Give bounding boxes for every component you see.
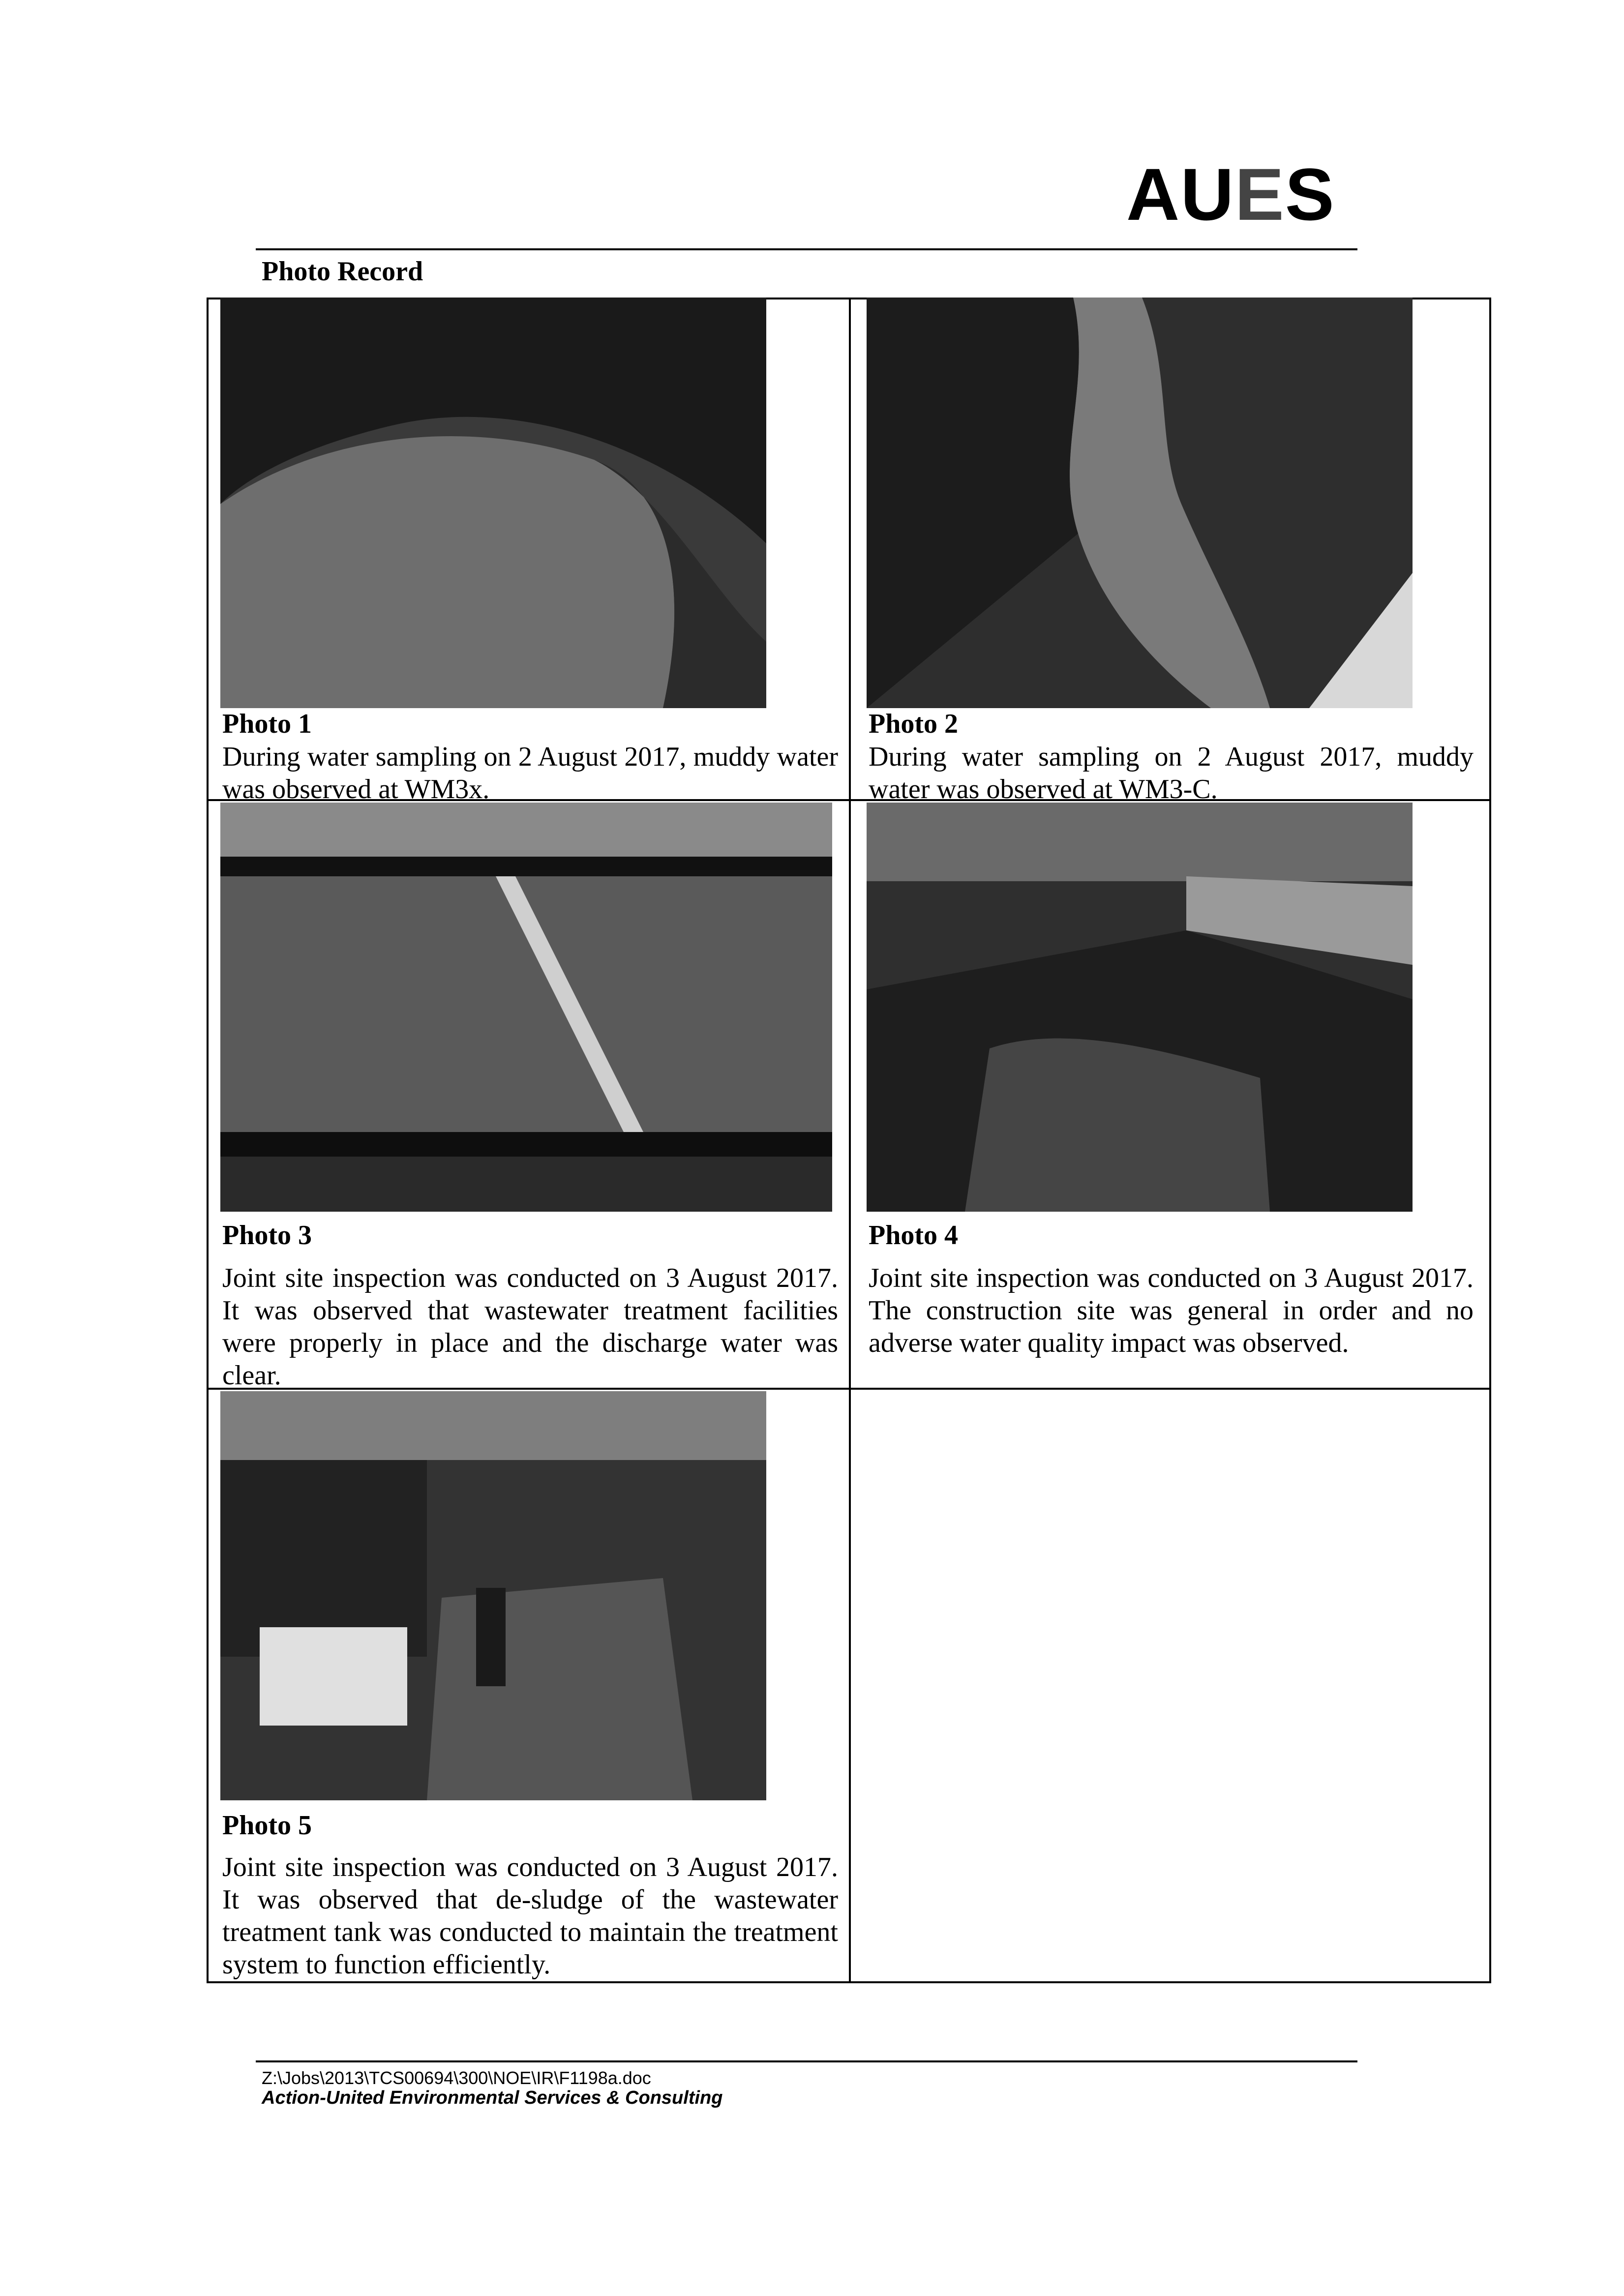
photo-3-image: [220, 803, 832, 1212]
photo-5-caption: Joint site inspection was conducted on 3 August 2017. It was observed that de-sludge of the wastewater treatment tank was conducted to maintain the treatment system to function efficiently.: [222, 1852, 838, 1980]
footer-file-path: Z:\Jobs\2013\TCS00694\300\NOE\IR\F1198a.doc: [262, 2068, 651, 2088]
photo-2-caption: During water sampling on 2 August 2017, muddy water was observed at WM3-C.: [869, 742, 1474, 805]
photo-2-title: Photo 2: [869, 709, 958, 739]
photo-1-caption: During water sampling on 2 August 2017, muddy water was observed at WM3x.: [222, 742, 838, 805]
logo-e: E: [1234, 153, 1285, 236]
logo-s: S: [1285, 153, 1335, 236]
photo-3-caption: Joint site inspection was conducted on 3 August 2017. It was observed that wastewater treatment facilities were properly in place and the discharge water was clear.: [222, 1263, 838, 1391]
photo-1-title: Photo 1: [222, 709, 312, 739]
footer-company-name: Action-United Environmental Services & Consulting: [262, 2087, 723, 2108]
photo-5-title: Photo 5: [222, 1810, 312, 1841]
aues-logo: [1126, 153, 1335, 236]
photo-4-caption: Joint site inspection was conducted on 3 August 2017. The construction site was general in order and no adverse water quality impact was observed.: [869, 1263, 1474, 1358]
photo-4-image: [867, 803, 1413, 1212]
footer-rule: [256, 2060, 1357, 2062]
page-title: Photo Record: [262, 256, 423, 287]
photo-1-image: [220, 298, 766, 708]
logo-au: AU: [1126, 153, 1235, 236]
photo-4-title: Photo 4: [869, 1220, 958, 1251]
photo-5-image: [220, 1391, 766, 1800]
photo-3-title: Photo 3: [222, 1220, 312, 1251]
header-rule: [256, 248, 1357, 250]
table-column-divider: [849, 298, 851, 1983]
photo-2-image: [867, 298, 1413, 708]
